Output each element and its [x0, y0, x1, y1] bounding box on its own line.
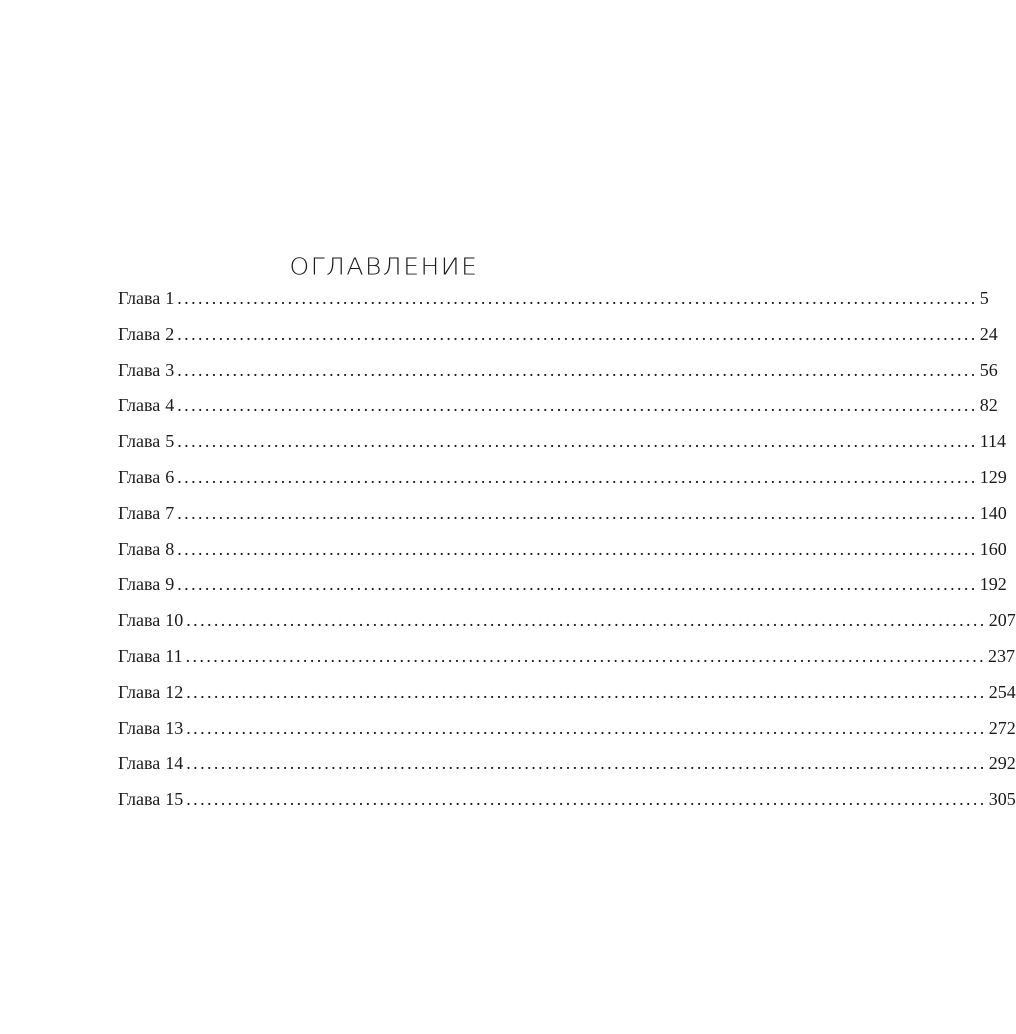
toc-entry-page: 207 — [988, 610, 1016, 631]
dot-leader: .................................................................................................................... — [177, 431, 978, 452]
toc-entry-label: Глава 5 — [118, 431, 175, 452]
toc-entry-label: Глава 14 — [118, 753, 184, 774]
dot-leader: .................................................................................................................... — [177, 395, 978, 416]
toc-entry-number: 7 — [165, 502, 175, 523]
dot-leader: .................................................................................................................... — [186, 789, 987, 810]
toc-entry[interactable] — [118, 466, 1007, 503]
dot-leader: .................................................................................................................... — [177, 502, 978, 523]
dot-leader: .................................................................................................................... — [177, 359, 978, 380]
dot-leader: .................................................................................................................... — [177, 574, 978, 595]
toc-entry-number: 14 — [165, 753, 184, 774]
dot-leader: .................................................................................................................... — [177, 288, 978, 308]
toc-entry-label: Глава 3 — [118, 359, 175, 380]
toc-entry[interactable] — [118, 574, 1007, 610]
toc-entry-number: 3 — [165, 359, 175, 380]
dot-leader: .................................................................................................................... — [186, 681, 987, 702]
toc-entry-number: 1 — [165, 288, 175, 308]
toc-entry-number: 8 — [165, 538, 175, 559]
toc-entry[interactable] — [118, 717, 1016, 754]
toc-entry-page: 160 — [979, 538, 1007, 559]
toc-entry-number: 11 — [165, 645, 183, 666]
toc-entry-page: 254 — [988, 681, 1016, 702]
toc-entry-label: Глава 13 — [118, 717, 184, 738]
toc-entry[interactable] — [118, 431, 1007, 467]
toc-entry-label: Глава 11 — [118, 645, 183, 666]
toc-entry-label: Глава 4 — [118, 395, 175, 416]
toc-entry-label: Глава 6 — [118, 466, 175, 487]
toc-entry-page: 192 — [979, 574, 1007, 595]
toc-entry[interactable] — [118, 681, 1016, 718]
toc-title: ОГЛАВЛЕНИЕ — [289, 253, 479, 280]
toc-entry-page: 305 — [988, 789, 1016, 810]
toc-entry-page: 129 — [979, 466, 1007, 487]
toc-entry-page: 272 — [988, 717, 1016, 738]
toc-entry[interactable] — [118, 288, 989, 324]
toc-entry-label: Глава 9 — [118, 574, 175, 595]
toc-entry-label: Глава 2 — [118, 323, 175, 344]
toc-entry-number: 5 — [165, 431, 175, 452]
dot-leader: .................................................................................................................... — [186, 717, 987, 738]
toc-entry-page: 140 — [979, 502, 1007, 523]
toc-entry-page: 5 — [979, 288, 989, 308]
toc-entry-number: 4 — [165, 395, 175, 416]
toc-entry-page: 56 — [979, 359, 998, 380]
toc-entry-label: Глава 7 — [118, 502, 175, 523]
dot-leader: .................................................................................................................... — [177, 466, 978, 487]
toc-entry-label: Глава 1 — [118, 288, 175, 308]
toc-entry-number: 9 — [165, 574, 175, 595]
toc-entry[interactable] — [118, 645, 1016, 682]
toc-entry[interactable] — [118, 323, 998, 360]
dot-leader: .................................................................................................................... — [186, 753, 987, 774]
toc-entry-number: 12 — [165, 681, 184, 702]
toc-entry-label: Глава 12 — [118, 681, 184, 702]
toc-entry[interactable] — [118, 359, 998, 396]
dot-leader: .................................................................................................................... — [185, 645, 987, 666]
toc-entry-number: 10 — [165, 610, 184, 631]
toc-entry[interactable] — [118, 789, 1016, 825]
toc-entry-page: 114 — [979, 431, 1007, 452]
toc-entry-page: 292 — [988, 753, 1016, 774]
toc-entry-label: Глава 15 — [118, 789, 184, 810]
dot-leader: .................................................................................................................... — [186, 610, 987, 631]
toc-entry[interactable] — [118, 538, 1007, 575]
dot-leader: .................................................................................................................... — [177, 323, 978, 344]
toc-entry[interactable] — [118, 753, 1016, 789]
toc-entry[interactable] — [118, 502, 1007, 539]
toc-entry-page: 82 — [979, 395, 998, 416]
toc-entry[interactable] — [118, 610, 1016, 646]
toc-entry[interactable] — [118, 395, 998, 431]
toc-entry-number: 2 — [165, 323, 175, 344]
toc-entry-number: 13 — [165, 717, 184, 738]
toc-entry-number: 6 — [165, 466, 175, 487]
toc-entry-label: Глава 8 — [118, 538, 175, 559]
toc-entry-number: 15 — [165, 789, 184, 810]
toc-entry-page: 24 — [979, 323, 998, 344]
toc-list — [118, 288, 1016, 825]
dot-leader: .................................................................................................................... — [177, 538, 978, 559]
toc-entry-label: Глава 10 — [118, 610, 184, 631]
toc-entry-page: 237 — [988, 645, 1016, 666]
